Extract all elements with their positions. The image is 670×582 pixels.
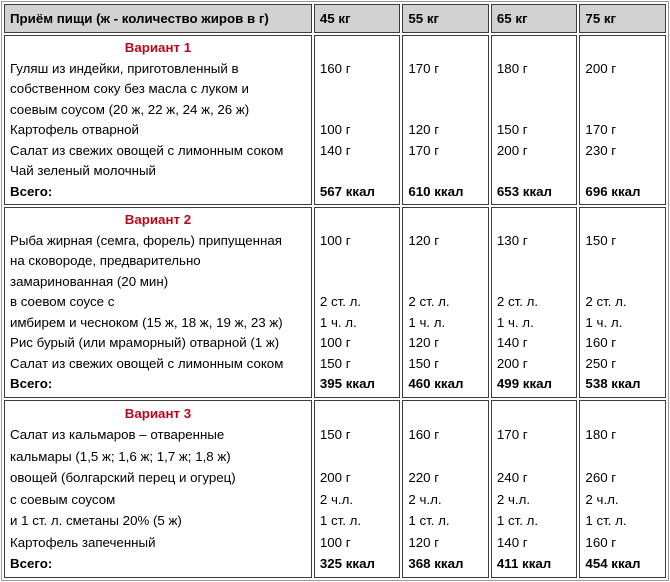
value-line	[585, 272, 660, 293]
variant-title: Вариант 1	[124, 40, 192, 55]
value-line: 150 г	[585, 232, 617, 248]
value-line	[320, 161, 395, 182]
value-line: 150 г	[319, 355, 351, 371]
dish-line: замаринованная (20 мин)	[10, 273, 169, 289]
value-line: 160 г	[408, 427, 440, 442]
value-line: 170 г	[585, 122, 617, 137]
value-cell	[491, 207, 578, 398]
value-line	[497, 79, 572, 100]
variant-row	[4, 35, 666, 205]
header-cell-weight-75: 75 кг	[579, 4, 666, 33]
total-label: Всего:	[10, 556, 53, 571]
value-line	[497, 446, 572, 468]
value-line	[408, 161, 483, 182]
value-line: 200 г	[496, 142, 528, 158]
blank-line	[320, 210, 395, 231]
table-body	[4, 35, 666, 578]
value-line	[408, 446, 483, 468]
dish-line: Салат из свежих овощей с лимонным соком	[10, 355, 284, 371]
value-line	[585, 446, 660, 468]
value-line: 150 г	[408, 355, 440, 371]
blank-line	[408, 38, 483, 59]
value-line: 240 г	[496, 470, 528, 485]
value-line: 2 ст. л.	[319, 294, 362, 309]
value-line	[320, 79, 395, 100]
value-line	[497, 100, 572, 121]
value-line: 1 ст. л.	[319, 513, 362, 528]
value-line: 2 ч.л.	[319, 491, 354, 507]
value-line: 170 г	[408, 142, 440, 158]
value-line	[585, 79, 660, 100]
dish-line: Салат из свежих овощей с лимонным соком	[10, 142, 284, 158]
value-line: 1 ст. л.	[408, 513, 450, 528]
dish-line: овощей (болгарский перец и огурец)	[10, 470, 236, 485]
value-line: 180 г	[585, 427, 617, 442]
dish-line: на сковороде, предварительно	[10, 253, 201, 268]
header-row	[4, 4, 666, 33]
total-value: 460 ккал	[408, 376, 464, 391]
header-cell-weight-65: 65 кг	[491, 4, 578, 33]
value-line: 150 г	[319, 427, 351, 442]
total-value: 368 ккал	[408, 556, 464, 571]
blank-line	[497, 210, 572, 231]
value-line: 170 г	[408, 60, 440, 76]
total-value: 454 ккал	[585, 556, 641, 571]
value-line: 1 ч. л.	[408, 314, 446, 330]
value-line: 140 г	[496, 534, 528, 550]
total-value: 567 ккал	[319, 183, 375, 199]
blank-line	[497, 38, 572, 59]
value-line	[497, 161, 572, 182]
value-line	[497, 251, 572, 272]
header-cell-weight-45: 45 кг	[314, 4, 401, 33]
total-value: 538 ккал	[585, 376, 641, 391]
header-cell-weight-55: 55 кг	[402, 4, 489, 33]
value-line	[585, 161, 660, 182]
dish-cell	[4, 35, 312, 205]
total-label: Всего:	[10, 376, 53, 391]
value-line: 180 г	[496, 60, 528, 76]
value-line: 1 ст. л.	[496, 513, 539, 528]
value-line: 2 ст. л.	[585, 294, 627, 309]
dish-line: и 1 ст. л. сметаны 20% (5 ж)	[10, 513, 182, 528]
value-line: 150 г	[496, 122, 528, 137]
value-line: 100 г	[319, 335, 351, 350]
dish-line: Рис бурый (или мраморный) отварной (1 ж)	[10, 335, 280, 350]
blank-line	[585, 210, 660, 231]
blank-line	[585, 38, 660, 59]
dish-line: Салат из кальмаров – отваренные	[10, 427, 225, 442]
dish-line: в соевом соусе с	[10, 294, 115, 309]
value-line	[320, 272, 395, 293]
total-value: 696 ккал	[585, 183, 641, 199]
value-cell	[579, 207, 666, 398]
value-line: 2 ст. л.	[496, 294, 539, 309]
dish-line: кальмары (1,5 ж; 1,6 ж; 1,7 ж; 1,8 ж)	[10, 448, 231, 464]
value-line: 120 г	[408, 335, 440, 350]
value-line: 250 г	[585, 355, 617, 371]
dish-cell	[4, 400, 312, 578]
blank-line	[320, 403, 395, 425]
dish-line: соевым соусом (20 ж, 22 ж, 24 ж, 26 ж)	[10, 101, 250, 117]
value-line: 220 г	[408, 470, 440, 485]
value-line: 100 г	[319, 534, 351, 550]
total-value: 411 ккал	[496, 556, 552, 571]
value-line: 200 г	[496, 355, 528, 371]
value-line: 200 г	[585, 60, 617, 76]
variant-title: Вариант 3	[124, 405, 192, 421]
dish-line: Картофель отварной	[10, 122, 139, 137]
value-line	[320, 251, 395, 272]
variant-title: Вариант 2	[124, 212, 192, 227]
dish-line: Рыба жирная (семга, форель) припущенная	[10, 232, 282, 248]
value-cell	[314, 207, 401, 398]
blank-line	[408, 403, 483, 425]
dish-line: Гуляш из индейки, приготовленный в	[10, 60, 239, 76]
total-value: 395 ккал	[319, 376, 375, 391]
value-line: 160 г	[319, 60, 351, 76]
value-cell	[579, 35, 666, 205]
total-value: 499 ккал	[496, 376, 552, 391]
value-line: 140 г	[496, 335, 528, 350]
value-line: 260 г	[585, 470, 617, 485]
value-line: 200 г	[319, 470, 351, 485]
value-line	[320, 446, 395, 468]
value-line: 2 ч.л.	[408, 491, 442, 507]
dish-line: с соевым соусом	[10, 491, 116, 507]
value-line	[408, 272, 483, 293]
value-line	[497, 272, 572, 293]
value-cell	[579, 400, 666, 578]
blank-line	[497, 403, 572, 425]
value-line	[408, 79, 483, 100]
value-cell	[314, 400, 401, 578]
value-line: 100 г	[319, 122, 351, 137]
value-line: 2 ст. л.	[408, 294, 450, 309]
value-line: 1 ч. л.	[319, 314, 357, 330]
dish-line: Чай зеленый молочный	[10, 163, 156, 178]
value-line: 130 г	[496, 232, 528, 248]
value-cell	[491, 400, 578, 578]
value-line: 120 г	[408, 534, 440, 550]
dish-line: собственном соку без масла с луком и	[10, 81, 249, 96]
dish-cell	[4, 207, 312, 398]
value-line: 230 г	[585, 142, 617, 158]
total-value: 325 ккал	[319, 556, 375, 571]
value-cell	[491, 35, 578, 205]
value-line	[585, 251, 660, 272]
value-cell	[314, 35, 401, 205]
dish-line: имбирем и чесноком (15 ж, 18 ж, 19 ж, 23 ж)	[10, 314, 283, 330]
value-cell	[402, 207, 489, 398]
value-line: 1 ст. л.	[585, 513, 627, 528]
dish-line: Картофель запеченный	[10, 534, 156, 550]
table-header	[4, 4, 666, 33]
value-line: 160 г	[585, 534, 617, 550]
blank-line	[408, 210, 483, 231]
value-line	[585, 100, 660, 121]
value-line: 2 ч.л.	[585, 491, 619, 507]
value-line	[408, 100, 483, 121]
value-line	[320, 100, 395, 121]
value-line: 170 г	[496, 427, 528, 442]
value-line: 120 г	[408, 232, 440, 248]
header-cell-dish: Приём пищи (ж - количество жиров в г)	[4, 4, 312, 33]
value-line	[408, 251, 483, 272]
value-line: 140 г	[319, 142, 351, 158]
variant-row	[4, 400, 666, 578]
meal-plan-table	[1, 1, 669, 581]
blank-line	[585, 403, 660, 425]
value-cell	[402, 400, 489, 578]
value-line: 1 ч. л.	[585, 314, 623, 330]
value-line: 120 г	[408, 122, 440, 137]
value-cell	[402, 35, 489, 205]
total-label: Всего:	[10, 183, 53, 199]
value-line: 1 ч. л.	[496, 314, 534, 330]
page	[0, 1, 670, 581]
value-line: 160 г	[585, 335, 617, 350]
total-value: 653 ккал	[496, 183, 552, 199]
total-value: 610 ккал	[408, 183, 464, 199]
blank-line	[320, 38, 395, 59]
value-line: 100 г	[319, 232, 351, 248]
value-line: 2 ч.л.	[496, 491, 531, 507]
variant-row	[4, 207, 666, 398]
